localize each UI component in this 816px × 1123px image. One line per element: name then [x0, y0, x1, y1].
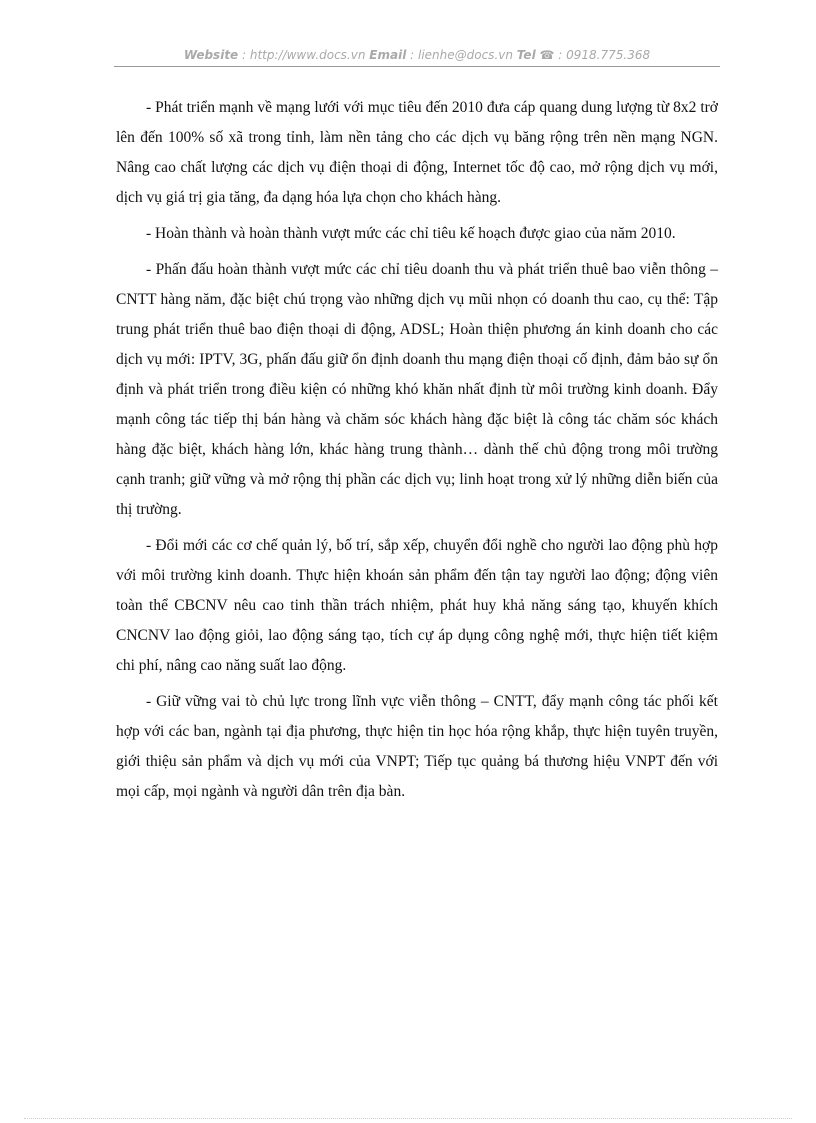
tel-label: Tel — [516, 48, 536, 62]
tel-value: 0918.775.368 — [566, 48, 651, 62]
email-separator: : — [406, 48, 418, 62]
website-label: Website — [183, 48, 239, 62]
paragraph-plan-targets: - Hoàn thành và hoàn thành vượt mức các chỉ tiêu kế hoạch được giao của năm 2010. — [146, 225, 676, 242]
document-body — [116, 93, 718, 813]
paragraph-network-development: - Phát triển mạnh về mạng lưới với mục tiêu đến 2010 đưa cáp quang dung lượng từ 8x2 trở lên đến 100% số xã trong tỉnh, làm nền tảng cho các dịch vụ băng rộng trên nền mạng NGN. Nâng cao chất lượng các dịch vụ điện thoại di động, Internet tốc độ cao, mở rộng dịch vụ mới, dịch vụ giá trị gia tăng, đa dạng hóa lựa chọn cho khách hàng. — [116, 99, 718, 206]
email-value: lienhe@docs.vn — [417, 48, 513, 62]
website-separator: : — [238, 48, 250, 62]
paragraph-leading-role: - Giữ vững vai tò chủ lực trong lĩnh vực viễn thông – CNTT, đẩy mạnh công tác phối kết hợp với các ban, ngành tại địa phương, thực hiện tin học hóa rộng khắp, thực hiện tuyên truyền, giới thiệu sản phẩm và dịch vụ mới của VNPT; Tiếp tục quảng bá thương hiệu VNPT đến với mọi cấp, mọi ngành và người dân trên địa bàn. — [116, 693, 718, 800]
page-header — [114, 44, 720, 67]
phone-icon: ☎ — [539, 48, 555, 62]
email-label: Email — [369, 48, 407, 62]
website-value: http://www.docs.vn — [249, 48, 366, 62]
paragraph-management-reform: - Đổi mới các cơ chế quản lý, bố trí, sắp xếp, chuyển đổi nghề cho người lao động phù hợp với môi trường kinh doanh. Thực hiện khoán sản phẩm đến tận tay người lao động; động viên toàn thể CBCNV nêu cao tinh thần trách nhiệm, phát huy khả năng sáng tạo, khuyến khích CNCNV lao động giỏi, lao động sáng tạo, tích cự áp dụng công nghệ mới, thực hiện tiết kiệm chi phí, nâng cao năng suất lao động. — [116, 537, 718, 674]
paragraph-revenue-targets: - Phấn đấu hoàn thành vượt mức các chỉ tiêu doanh thu và phát triển thuê bao viễn thông – CNTT hàng năm, đặc biệt chú trọng vào những dịch vụ mũi nhọn có doanh thu cao, cụ thể: Tập trung phát triển thuê bao điện thoại di động, ADSL; Hoàn thiện phương án kinh doanh cho các dịch vụ mới: IPTV, 3G, phấn đấu giữ ổn định doanh thu mạng điện thoại cố định, đảm bảo sự ổn định và phát triển trong điều kiện có những khó khăn nhất định từ môi trường kinh doanh. Đẩy mạnh công tác tiếp thị bán hàng và chăm sóc khách hàng đặc biệt là công tác chăm sóc khách hàng đặc biệt, khách hàng lớn, khác hàng trung thành… dành thế chủ động trong môi trường cạnh tranh; giữ vững và mở rộng thị phần các dịch vụ; linh hoạt trong xử lý những diễn biến của thị trường. — [116, 261, 718, 518]
footer-divider — [24, 1118, 792, 1119]
tel-separator: : — [554, 48, 567, 62]
